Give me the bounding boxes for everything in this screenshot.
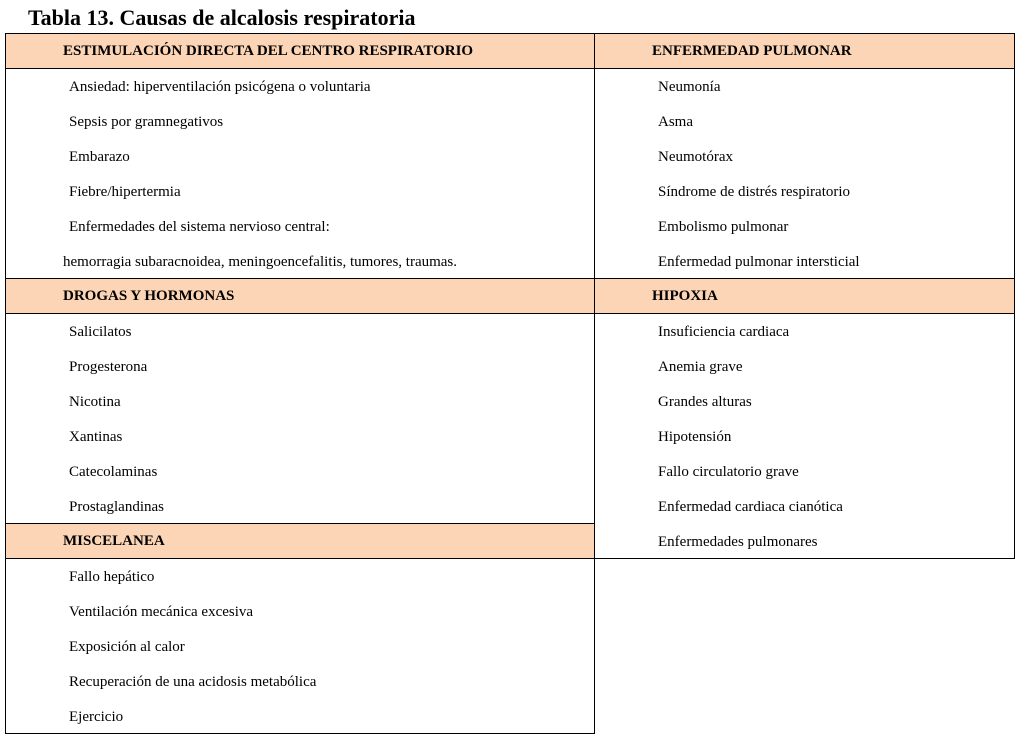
list-item: Enfermedad pulmonar intersticial	[658, 254, 860, 270]
section-header: ESTIMULACIÓN DIRECTA DEL CENTRO RESPIRATORIO	[6, 34, 594, 69]
list-item: Neumonía	[658, 79, 721, 95]
list-item: Asma	[658, 114, 693, 130]
list-item: Fallo circulatorio grave	[658, 464, 799, 480]
list-item: Catecolaminas	[69, 464, 158, 480]
list-item: Ejercicio	[69, 709, 124, 725]
section-estimulacion	[5, 33, 595, 279]
list-item: Embarazo	[69, 149, 130, 165]
list-item: Sepsis por gramnegativos	[69, 114, 224, 130]
section-enfermedad-pulmonar	[594, 33, 1015, 279]
section-hipoxia	[594, 278, 1015, 559]
list-item: Hipotensión	[658, 429, 732, 445]
section-header: MISCELANEA	[6, 524, 594, 559]
list-item: Salicilatos	[69, 324, 132, 340]
list-item: Grandes alturas	[658, 394, 752, 410]
list-item: Anemia grave	[658, 359, 743, 375]
list-item: Xantinas	[69, 429, 123, 445]
section-drogas-hormonas	[5, 278, 595, 524]
list-item: Nicotina	[69, 394, 121, 410]
list-item: Enfermedades pulmonares	[658, 534, 818, 550]
list-item: Neumotórax	[658, 149, 733, 165]
section-header: HIPOXIA	[595, 279, 1014, 314]
section-miscelanea	[5, 523, 595, 734]
list-item: Fiebre/hipertermia	[69, 184, 181, 200]
list-item: Recuperación de una acidosis metabólica	[69, 674, 317, 690]
list-item: Ansiedad: hiperventilación psicógena o voluntaria	[69, 79, 371, 95]
table-title: Tabla 13. Causas de alcalosis respiratoria	[28, 5, 416, 30]
list-item: Enfermedad cardiaca cianótica	[658, 499, 843, 515]
list-item: Progesterona	[69, 359, 148, 375]
list-item: Enfermedades del sistema nervioso central:	[69, 219, 330, 235]
list-item: Síndrome de distrés respiratorio	[658, 184, 851, 200]
section-header: ENFERMEDAD PULMONAR	[595, 34, 1014, 69]
list-item: Exposición al calor	[69, 639, 185, 655]
list-item: hemorragia subaracnoidea, meningoencefalitis, tumores, traumas.	[63, 254, 458, 270]
section-header: DROGAS Y HORMONAS	[6, 279, 594, 314]
list-item: Ventilación mecánica excesiva	[69, 604, 254, 620]
list-item: Prostaglandinas	[69, 499, 164, 515]
list-item: Embolismo pulmonar	[658, 219, 789, 235]
list-item: Insuficiencia cardiaca	[658, 324, 790, 340]
list-item: Fallo hepático	[69, 569, 155, 585]
